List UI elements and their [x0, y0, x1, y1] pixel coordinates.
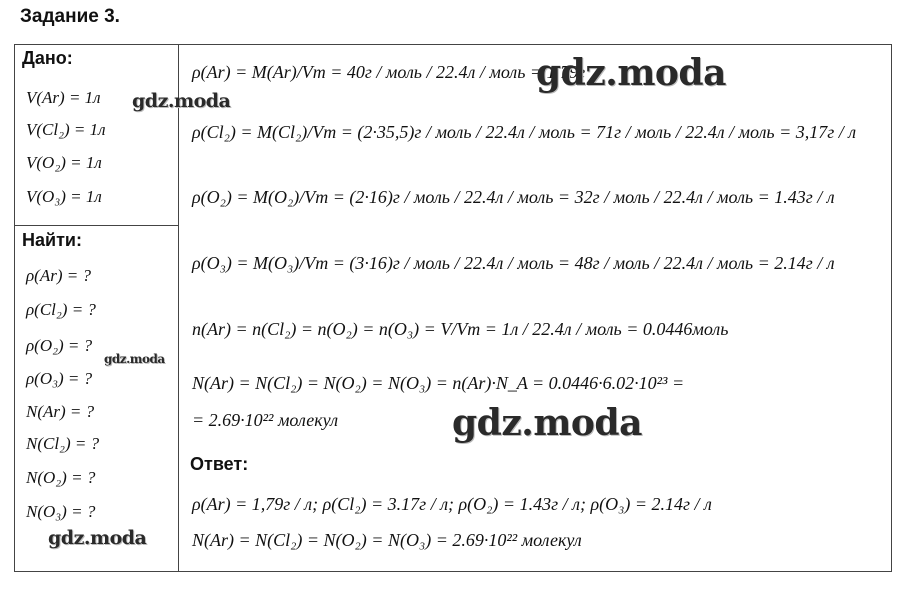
- task-title: Задание 3.: [20, 6, 120, 27]
- watermark: gdz.moda: [452, 402, 642, 444]
- given-header: Дано:: [22, 48, 73, 68]
- watermark: gdz.moda: [536, 52, 726, 94]
- solution-line: ρ(O₂) = M(O₂)/Vm = (2·16)г / моль / 22.4л / моль = 32г / моль / 22.4л / моль = 1.43г / л: [192, 187, 835, 207]
- find-item: ρ(O₂) = ?: [26, 336, 93, 355]
- watermark: gdz.moda: [48, 527, 147, 549]
- solution-line: ρ(Ar) = M(Ar)/Vm = 40г / моль / 22.4л / моль = 1.79г: [192, 62, 586, 82]
- solution-line: ρ(Cl₂) = M(Cl₂)/Vm = (2·35,5)г / моль / 22.4л / моль = 71г / моль / 22.4л / моль = 3,17г / л: [192, 122, 857, 142]
- watermark: gdz.moda: [132, 90, 231, 112]
- solution-line: ρ(O₃) = M(O₃)/Vm = (3·16)г / моль / 22.4л / моль = 48г / моль / 22.4л / моль = 2.14г / л: [192, 253, 835, 273]
- column-divider: [178, 44, 179, 571]
- given-item: V(Cl₂) = 1л: [26, 120, 106, 139]
- find-item: N(O₃) = ?: [26, 502, 96, 521]
- answer-line: N(Ar) = N(Cl₂) = N(O₂) = N(O₃) = 2.69·10²² молекул: [192, 530, 582, 550]
- find-header: Найти:: [22, 230, 82, 250]
- solution-line: = 2.69·10²² молекул: [192, 410, 339, 430]
- given-item: V(O₃) = 1л: [26, 187, 102, 206]
- row-divider: [14, 225, 179, 226]
- answer-header: Ответ:: [190, 454, 249, 474]
- given-item: V(Ar) = 1л: [26, 88, 101, 107]
- watermark: gdz.moda: [104, 352, 165, 366]
- find-item: ρ(Ar) = ?: [26, 266, 91, 285]
- find-item: ρ(O₃) = ?: [26, 369, 93, 388]
- solution-line: n(Ar) = n(Cl₂) = n(O₂) = n(O₃) = V/Vm = 1л / 22.4л / моль = 0.0446моль: [192, 319, 729, 339]
- find-item: ρ(Cl₂) = ?: [26, 300, 96, 319]
- answer-line: ρ(Ar) = 1,79г / л; ρ(Cl₂) = 3.17г / л; ρ(O₂) = 1.43г / л; ρ(O₃) = 2.14г / л: [192, 494, 712, 514]
- find-item: N(Cl₂) = ?: [26, 434, 100, 453]
- find-item: N(Ar) = ?: [26, 402, 95, 421]
- find-item: N(O₂) = ?: [26, 468, 96, 487]
- solution-line: N(Ar) = N(Cl₂) = N(O₂) = N(O₃) = n(Ar)·N_A = 0.0446·6.02·10²³ =: [192, 373, 685, 393]
- given-item: V(O₂) = 1л: [26, 153, 102, 172]
